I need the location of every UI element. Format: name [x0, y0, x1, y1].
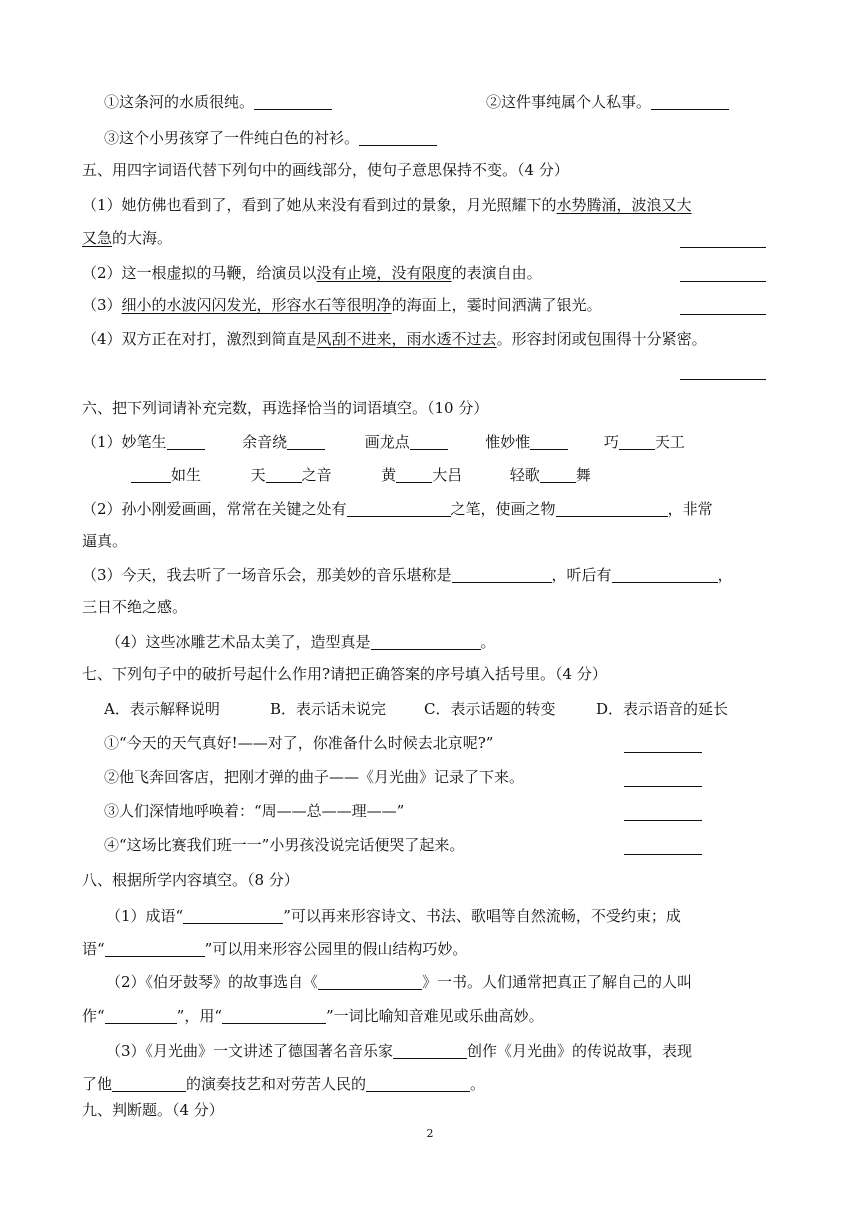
s5-q1-line2: 又急的大海。 [82, 229, 173, 247]
section9-title: 九、判断题。（4 分） [82, 1101, 224, 1119]
word-blank[interactable] [396, 467, 432, 483]
section5-title: 五、用四字词语代替下列句中的画线部分，使句子意思保持不变。（4 分） [82, 161, 569, 179]
fill-blank[interactable] [556, 501, 668, 517]
answer-blank[interactable] [651, 94, 729, 110]
fill-blank[interactable] [318, 974, 422, 990]
page-number: 2 [426, 1127, 434, 1140]
word-blank[interactable] [287, 434, 325, 450]
s6-q2-line2: 逼真。 [82, 532, 128, 550]
word-blank[interactable] [167, 434, 205, 450]
s7-answer-blank-4[interactable] [624, 853, 702, 855]
fill-blank[interactable] [393, 1043, 467, 1059]
s5-answer-blank-3[interactable] [680, 313, 766, 315]
fill-blank[interactable] [183, 908, 283, 924]
fill-blank[interactable] [222, 1008, 326, 1024]
s8-q2-line2: 作“ ”，用“ ”一词比喻知音难见或乐曲高妙。 [82, 1007, 544, 1025]
s8-q3-line2: 了他 的演奏技艺和对劳苦人民的 。 [82, 1075, 486, 1093]
s7-q1: ①“今天的天气真好!——对了，你准备什么时候去北京呢?” [104, 734, 494, 752]
word-blank[interactable] [131, 467, 171, 483]
word-blank[interactable] [540, 467, 576, 483]
s4-q1: ①这条河的水质很纯。 [104, 94, 332, 110]
fill-blank[interactable] [105, 941, 205, 957]
fill-blank[interactable] [112, 1076, 186, 1092]
s5-q4: （4）双方正在对打，激烈到简直是风刮不进来，雨水透不过去。形容封闭或包围得十分紧密。 [82, 330, 707, 348]
section6-title: 六、把下列词请补充完数，再选择恰当的词语填空。（10 分） [82, 399, 489, 417]
answer-blank[interactable] [254, 94, 332, 110]
s4-q2: ②这件事纯属个人私事。 [486, 94, 729, 110]
fill-blank[interactable] [366, 1076, 470, 1092]
s8-q1-line1: （1）成语“ ”可以再来形容诗文、书法、歌唱等自然流畅，不受约束；成 [106, 907, 681, 925]
s5-q1-line1: （1）她仿佛也看到了，看到了她从来没有看到过的景象，月光照耀下的水势腾涌，波浪又大 [82, 196, 692, 214]
word-blank[interactable] [619, 434, 655, 450]
fill-blank[interactable] [347, 501, 451, 517]
fill-blank[interactable] [452, 567, 552, 583]
s7-answer-blank-1[interactable] [624, 751, 702, 753]
s7-option-b: B．表示话未说完 [270, 700, 387, 718]
answer-blank[interactable] [359, 130, 437, 146]
word-blank[interactable] [410, 434, 448, 450]
s7-q2: ②他飞奔回客店，把刚才弹的曲子——《月光曲》记录了下来。 [104, 768, 525, 786]
s8-q3-line1: （3）《月光曲》一文讲述了德国著名音乐家 创作《月光曲》的传说故事，表现 [106, 1042, 693, 1060]
s7-option-d: D．表示语音的延长 [596, 700, 729, 718]
s5-answer-blank-2[interactable] [680, 280, 766, 282]
s7-q3: ③人们深情地呼唤着：“周——总——理——” [104, 802, 405, 820]
s5-q3: （3）细小的水波闪闪发光，形容水石等很明净的海面上，霎时间洒满了银光。 [82, 296, 602, 314]
fill-blank[interactable] [105, 1008, 177, 1024]
s7-answer-blank-3[interactable] [624, 819, 702, 821]
s5-q2: （2）这一根虚拟的马鞭，给演员以没有止境，没有限度的表演自由。 [82, 264, 542, 282]
s7-answer-blank-2[interactable] [624, 785, 702, 787]
fill-blank[interactable] [371, 634, 481, 650]
s8-q1-line2: 语“ ”可以用来形容公园里的假山结构巧妙。 [82, 940, 468, 958]
fill-blank[interactable] [612, 567, 718, 583]
s4-q3: ③这个小男孩穿了一件纯白色的衬衫。 [104, 130, 437, 146]
s7-q4: ④“这场比赛我们班一一”小男孩没说完话便哭了起来。 [104, 836, 465, 854]
word-blank[interactable] [266, 467, 302, 483]
s6-q3-line1: （3）今天，我去听了一场音乐会，那美妙的音乐堪称是 ，听后有 ， [82, 566, 733, 584]
s6-q4: （4）这些冰雕艺术品太美了，造型真是 。 [106, 633, 496, 651]
word-blank[interactable] [530, 434, 568, 450]
section8-title: 八、根据所学内容填空。（8 分） [82, 871, 299, 889]
s6-q3-line2: 三日不绝之感。 [82, 598, 188, 616]
s5-answer-blank-4[interactable] [680, 378, 766, 380]
s6-word-row-2: 如生 天 之音 黄 大吕 轻歌 舞 [131, 467, 591, 483]
s6-word-row-1: （1）妙笔生 余音绕 画龙点 惟妙惟 巧 天工 [82, 433, 685, 451]
s5-answer-blank-1[interactable] [680, 246, 766, 248]
s6-q2-line1: （2）孙小刚爱画画，常常在关键之处有 之笔，使画之物 ，非常 [82, 500, 713, 518]
s7-option-a: A．表示解释说明 [104, 700, 220, 718]
s8-q2-line1: （2）《伯牙鼓琴》的故事选自《 》一书。人们通常把真正了解自己的人叫 [106, 973, 693, 991]
s7-option-c: C．表示话题的转变 [424, 700, 556, 718]
section7-title: 七、下列句子中的破折号起什么作用?请把正确答案的序号填入括号里。（4 分） [82, 665, 607, 683]
